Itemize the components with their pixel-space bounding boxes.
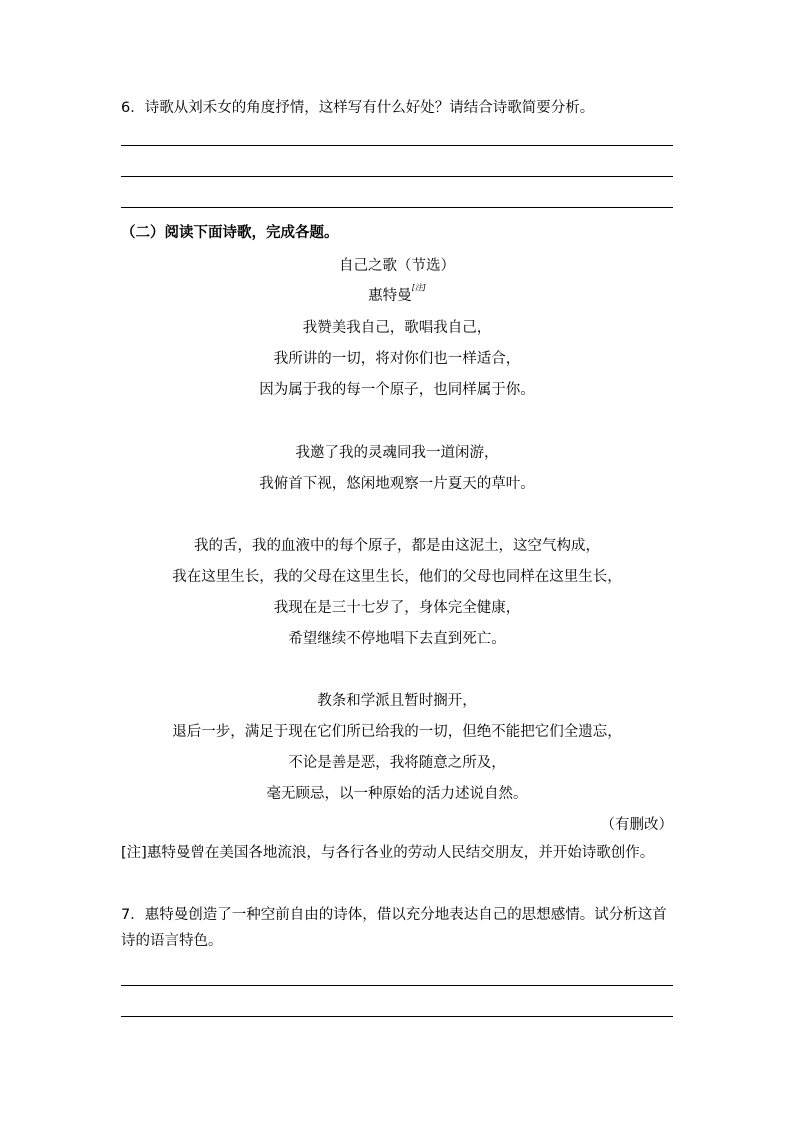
question-7: 7．惠特曼创造了一种空前自由的诗体，借以充分地表达自己的思想感情。试分析这首诗的语言特色。 xyxy=(121,907,667,949)
answer-line xyxy=(121,145,673,146)
poem-line: 教条和学派且暂时搁开， xyxy=(317,693,477,709)
poem-line: 退后一步，满足于现在它们所已给我的一切，但绝不能把它们全遗忘， xyxy=(172,724,622,740)
poem-line: 我赞美我自己，歌唱我自己， xyxy=(302,320,492,336)
poem-line: 我在这里生长，我的父母在这里生长，他们的父母也同样在这里生长， xyxy=(172,569,622,585)
poem-line: 毫无顾忌，以一种原始的活力述说自然。 xyxy=(266,786,528,802)
poem-line: 我所讲的一切，将对你们也一样适合， xyxy=(273,351,521,367)
answer-line xyxy=(121,176,673,177)
answer-line xyxy=(121,207,673,208)
poem-line: 我现在是三十七岁了，身体完全健康， xyxy=(273,600,521,616)
author-note-mark: [注] xyxy=(411,283,426,292)
poem-author-name: 惠特曼 xyxy=(368,288,412,304)
annotation: [注]惠特曼曾在美国各地流浪，与各行各业的劳动人民结交朋友，并开始诗歌创作。 xyxy=(121,845,655,861)
answer-line xyxy=(121,1016,673,1017)
poem-line: 我邀了我的灵魂同我一道闲游， xyxy=(295,445,499,461)
section-heading: （二）阅读下面诗歌，完成各题。 xyxy=(121,225,339,241)
answer-line xyxy=(121,985,673,986)
poem-author xyxy=(121,284,673,305)
source-note: （有删改） xyxy=(600,817,673,833)
poem-line: 我俯首下视，悠闲地观察一片夏天的草叶。 xyxy=(259,476,535,492)
poem-line: 希望继续不停地唱下去直到死亡。 xyxy=(288,631,506,647)
poem-title: 自己之歌（节选） xyxy=(339,258,455,274)
poem-line: 因为属于我的每一个原子，也同样属于你。 xyxy=(259,382,535,398)
poem-line: 我的舌，我的血液中的每个原子，都是由这泥土，这空气构成， xyxy=(194,538,600,554)
poem-line: 不论是善是恶，我将随意之所及， xyxy=(288,755,506,771)
question-6: 6．诗歌从刘禾女的角度抒情，这样写有什么好处？请结合诗歌简要分析。 xyxy=(121,100,595,116)
